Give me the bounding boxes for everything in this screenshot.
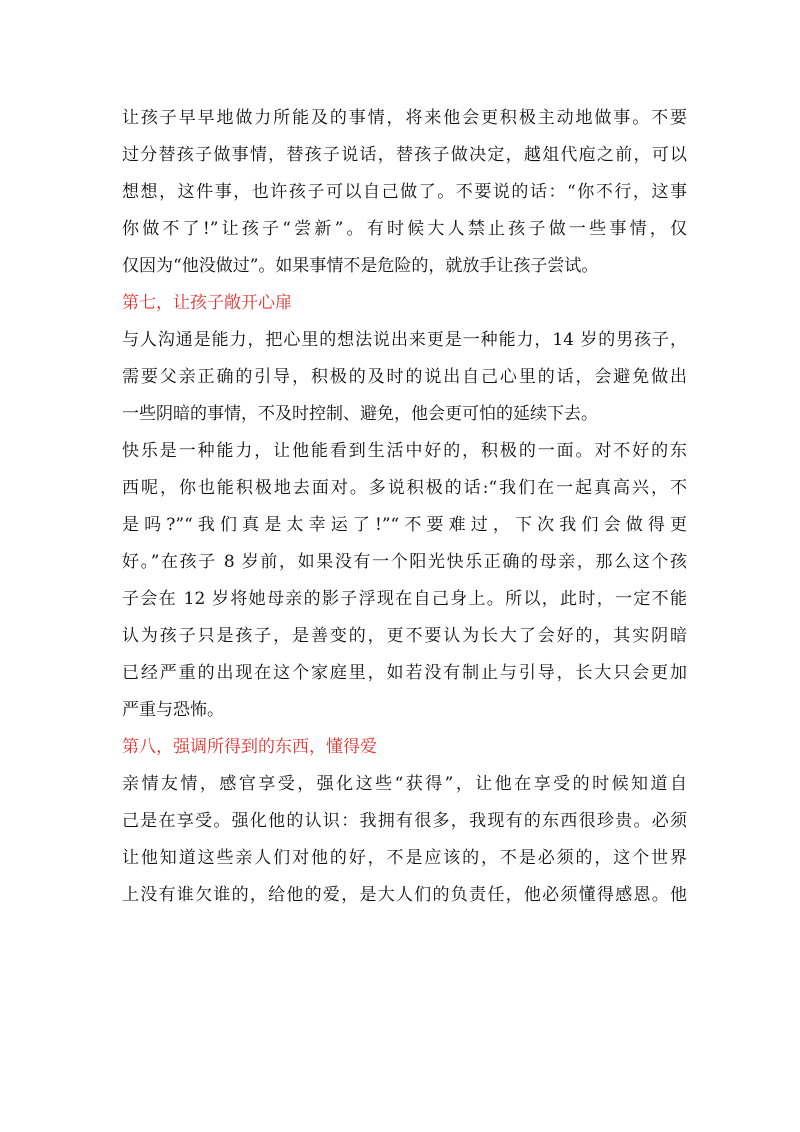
text-line: 想想，这件事，也许孩子可以自己做了。不要说的话：“你不行，这事 — [122, 182, 687, 202]
document-body — [122, 100, 687, 914]
text-line: 认为孩子只是孩子，是善变的，更不要认为长大了会好的，其实阴暗 — [122, 626, 687, 646]
text-line: 已经严重的出现在这个家庭里，如若没有制止与引导，长大只会更加 — [122, 663, 687, 683]
text-line: 亲情友情，感官享受，强化这些“获得”，让他在享受的时候知道自 — [122, 774, 687, 794]
text-line: 上没有谁欠谁的，给他的爱，是大人们的负责任，他必须懂得感恩。他 — [122, 885, 687, 905]
text-line: 西呢，你也能积极地去面对。多说积极的话:“我们在一起真高兴，不 — [122, 478, 687, 498]
text-line: 需要父亲正确的引导，积极的及时的说出自己心里的话，会避免做出 — [122, 367, 687, 387]
text-line: 让他知道这些亲人们对他的好，不是应该的，不是必须的，这个世界 — [122, 848, 687, 868]
paragraph-3 — [122, 433, 687, 729]
section-heading-7: 第七，让孩子敞开心扉 — [122, 293, 292, 313]
section-heading-8: 第八，强调所得到的东西，懂得爱 — [122, 737, 377, 757]
text-line: 是吗?”“我们真是太幸运了!”“不要难过，下次我们会做得更 — [122, 515, 687, 535]
text-line: 过分替孩子做事情，替孩子说话，替孩子做决定，越俎代庖之前，可以 — [122, 145, 687, 165]
text-line: 一些阴暗的事情，不及时控制、避免，他会更可怕的延续下去。 — [122, 404, 598, 424]
text-line: 让孩子早早地做力所能及的事情，将来他会更积极主动地做事。不要 — [122, 108, 687, 128]
text-line: 与人沟通是能力，把心里的想法说出来更是一种能力，14 岁的男孩子， — [122, 330, 687, 350]
text-line: 己是在享受。强化他的认识：我拥有很多，我现有的东西很珍贵。必须 — [122, 811, 687, 831]
text-line: 仅因为“他没做过”。如果事情不是危险的，就放手让孩子尝试。 — [122, 256, 599, 276]
text-line: 你做不了!”让孩子“尝新”。有时候大人禁止孩子做一些事情，仅 — [122, 219, 687, 239]
text-line: 快乐是一种能力，让他能看到生活中好的，积极的一面。对不好的东 — [122, 441, 687, 461]
paragraph-4 — [122, 766, 687, 914]
paragraph-1 — [122, 100, 687, 285]
paragraph-2 — [122, 322, 687, 433]
text-line: 严重与恐怖。 — [122, 700, 224, 720]
text-line: 子会在 12 岁将她母亲的影子浮现在自己身上。所以，此时，一定不能 — [122, 589, 687, 609]
text-line: 好。”在孩子 8 岁前，如果没有一个阳光快乐正确的母亲，那么这个孩 — [122, 552, 687, 572]
